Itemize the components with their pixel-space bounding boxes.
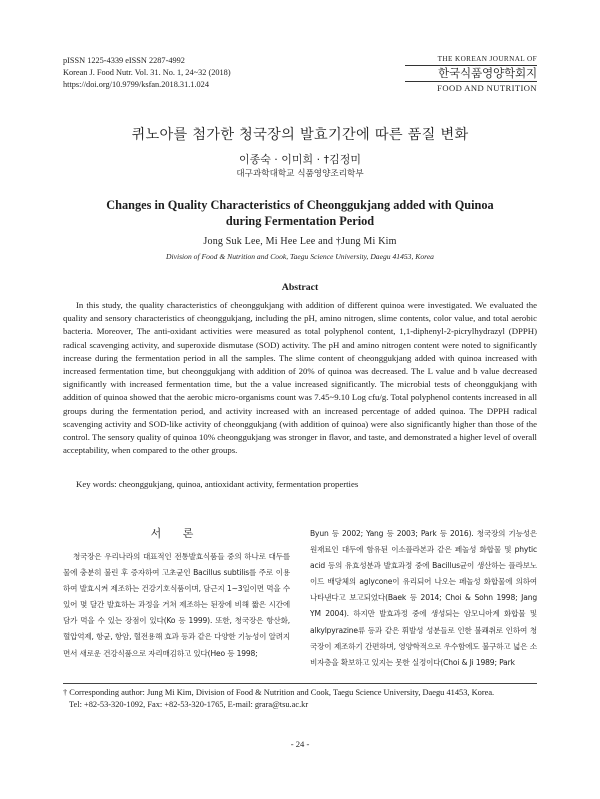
title-english-line1: Changes in Quality Characteristics of Cheonggukjang added with Quinoa bbox=[106, 198, 494, 212]
journal-header bbox=[63, 55, 231, 92]
abstract-heading: Abstract bbox=[281, 282, 319, 293]
affiliation-english: Division of Food & Nutrition and Cook, Taegu Science University, Daegu 41453, Korea bbox=[166, 252, 434, 261]
intro-column-left bbox=[63, 549, 290, 662]
abstract-body bbox=[63, 299, 537, 457]
journal-logo-korean: 한국식품영양학회지 bbox=[438, 66, 537, 80]
authors-korean: 이종숙 · 이미희 · †김정미 bbox=[238, 153, 362, 166]
footnote-divider bbox=[63, 683, 537, 684]
affiliation-korean: 대구과학대학교 식품영양조리학부 bbox=[236, 169, 364, 179]
title-english-line2: during Fermentation Period bbox=[225, 214, 375, 228]
title-english bbox=[60, 197, 540, 229]
abstract-text: In this study, the quality characteristics of cheonggukjang with addition of different quinoa were investigated. We evaluated the quality and sensory characteristics of cheonggukjang, including the pH, amino nitrogen, slime contents, color value, and total aerobic bacteria. Moreover, The anti-oxidant activities were measured as total polyphenol content, 1,1-diphenyl-2-picrylhydrazyl (DPPH) radical scavenging activity, and superoxide dismutase (SOD) activity. The pH and amino nitrogen content were noted to significantly increase during the fermentation period in all the samples. The slime content of cheonggukjang added with quinoa increased with increased fermentation time, but cheonggukjang with addition of 20% of quinoa was decreased. The L value and b value decreased significantly with increased fermentation time, but the a value increased significantly. The microbial tests of cheonggukjang with addition of quinoa showed that the aerobic micro-organisms count was 7.45~9.10 Log cfu/g. Total polyphenol contents increased in all groups during the fermentation period, and activity increased with an increased percentage of added quinoa. The DPPH radical scavenging activity and SOD-like activity of cheonggukjang (with addition of quinoa) were also significantly higher than those of the control. The sensory quality of quinoa 10% cheonggukjang was stronger in flavor, and taste, and demonstrated a higher level of overall acceptability, when compared to the other groups. bbox=[63, 300, 537, 456]
title-korean: 퀴노아를 첨가한 청국장의 발효기간에 따른 품질 변화 bbox=[131, 127, 469, 143]
citation-line: Korean J. Food Nutr. Vol. 31. No. 1, 24~32 (2018) bbox=[63, 68, 231, 78]
journal-logo bbox=[405, 55, 537, 93]
intro-text-left: 청국장은 우리나라의 대표적인 전통발효식품들 중의 하나로 대두를 물에 충분히 불린 후 증자하여 고초균인 Bacillus subtilis를 주로 이용하여 발효시켜 제조하는 건강기호식품이며, 담근지 1~3일이면 먹을 수 있어 몇 달간 발효하는 과정을 거쳐 제조하는 된장에 비해 짧은 시간에 담가 먹을 수 있는 장점이 있다(Ko 등 1999). 또한, 청국장은 항산화, 혈압억제, 항균, 항암, 혈전용해 효과 등과 같은 다양한 기능성이 알려지면서 새로운 건강식품으로 자리매김하고 있다(Heo 등 1998; bbox=[63, 552, 290, 658]
authors-english: Jong Suk Lee, Mi Hee Lee and †Jung Mi Kim bbox=[203, 236, 397, 247]
issn-line: pISSN 1225-4339 eISSN 2287-4992 bbox=[63, 56, 185, 65]
section-heading-introduction: 서 론 bbox=[150, 527, 203, 540]
footnote-contact: Tel: +82-53-320-1092, Fax: +82-53-320-1765, E-mail: grara@tsu.ac.kr bbox=[69, 700, 309, 710]
page-number: - 24 - bbox=[290, 739, 310, 749]
journal-logo-line1: THE KOREAN JOURNAL OF bbox=[405, 55, 537, 66]
intro-column-right bbox=[310, 526, 537, 671]
keywords: Key words: cheonggukjang, quinoa, antioxidant activity, fermentation properties bbox=[76, 479, 359, 489]
journal-logo-line3: FOOD AND NUTRITION bbox=[405, 81, 537, 93]
intro-text-right: Byun 등 2002; Yang 등 2003; Park 등 2016). 청국장의 기능성은 원재료인 대두에 함유된 이소플라본과 같은 페놀성 화합물 및 phytic acid 등의 유효성분과 발효과정 중에 Bacillus균이 생산하는 플라보노이드 배당체의 aglycone이 유리되어 나오는 페놀성 화합물에 의하여 나타낸다고 보고되었다(Baek 등 2014; Choi & Sohn 1998; Jang YM 2004). 하지만 발효과정 중에 생성되는 암모니아계 화합물 및 alkylpyrazine류 등과 같은 휘발성 성분들로 인한 불쾌취로 인하여 청국장이 제조하기 간편하며, 영양학적으로 우수함에도 불구하고 넓은 소비자층을 확보하고 있지는 못한 실정이다(Choi & Ji 1989; Park bbox=[310, 529, 537, 667]
footnote-corresponding-author: † Corresponding author: Jung Mi Kim, Division of Food & Nutrition and Cook, Taegu Science University, Daegu 41453, Korea. bbox=[63, 688, 495, 697]
doi-link[interactable]: https://doi.org/10.9799/ksfan.2018.31.1.024 bbox=[63, 80, 209, 90]
footnote bbox=[63, 687, 537, 712]
